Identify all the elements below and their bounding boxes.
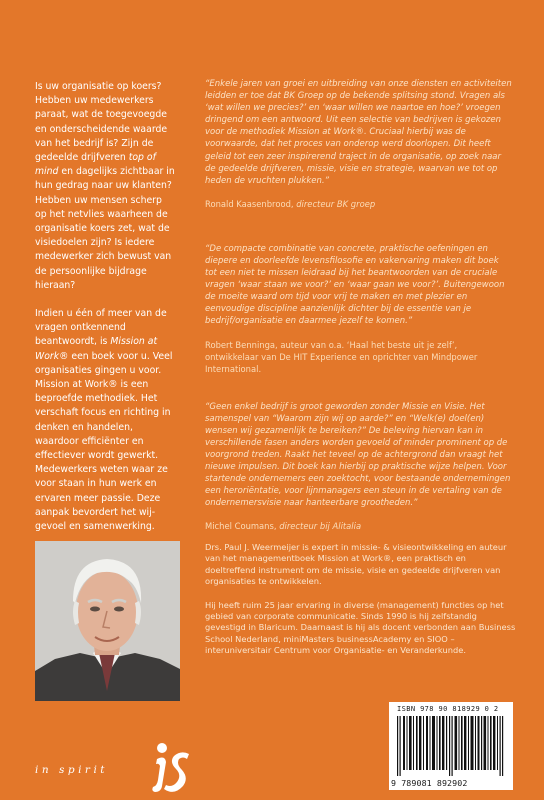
testimonial-kaasenbrood: [205, 78, 513, 210]
isbn-label: ISBN 978 90 818929 0 2: [397, 705, 499, 713]
quote-author: Michel Coumans, directeur bij Alitalia: [205, 521, 362, 532]
quote-author: Robert Benninga, auteur van o.a. ‘Haal het beste uit je zelf’, ontwikkelaar van De HIT Experience en oprichter van Mindpower International.: [205, 339, 478, 374]
quote-text: “Enkele jaren van groei en uitbreiding van onze diensten en activiteiten leidden er toe dat BK Groep op de bekende splitsing stond. Vragen als ‘wat willen we precies?’ en ‘waar willen we naartoe en hoe?’ vroegen dringend om een antwoord. Uit een selectie van bedrijven is gekozen voor de methodiek Mission at Work®. Cruciaal hierbij was de voorwaarde, dat het proces van onderop werd doorlopen. Dit heeft geleid tot een zeer inspirerend traject in de organisatie, op zoek naar de gedeelde drijfveren, missie, visie en strategie, waarvan we tot op heden de vruchten plukken.”: [205, 79, 512, 186]
testimonials: [205, 78, 513, 532]
author-photo: [35, 541, 180, 701]
testimonial-benninga: [205, 243, 513, 375]
isbn-digits: 9 789081 892902: [391, 778, 468, 788]
blurb-paragraph-questions: Is uw organisatie op koers? Hebben uw medewerkers paraat, wat de toegevoegde en onderscheidende waarde van het bedrijf is? Zijn de gedeelde drijfveren top of mind en dagelijks zichtbaar in hun gedrag naar uw klanten? Hebben uw mensen scherp op het netvlies waarheen de organisatie koers zet, wat de visiedoelen zijn? Is iedere medewerker zich bewust van de persoonlijke bijdrage hieraan?: [35, 81, 175, 291]
testimonial-coumans: [205, 401, 513, 533]
author-portrait-illustration: [35, 541, 180, 701]
blurb-paragraph-method: Indien u één of meer van de vragen ontkennend beantwoordt, is Mission at Work® een boek voor u. Veel organisaties gingen u voor. Mission at Work® is een beproefde methodiek. Het verschaft focus en richting in denken en handelen, waardoor efficiënter en effectiever wordt gewerkt. Medewerkers weten waar ze voor staan in hun werk en ervaren meer passie. Deze aanpak bevordert het wij-gevoel en samenwerking.: [35, 308, 173, 533]
publisher-logo: [35, 750, 195, 800]
author-bio-paragraph: Drs. Paul J. Weermeijer is expert in missie- & visieontwikkeling en auteur van het managementboek Mission at Work®, een praktisch en doeltreffend instrument om de missie, visie en gedeelde drijfveren van organisaties te ontwikkelen.: [205, 542, 507, 587]
author-bio: [205, 542, 517, 669]
quote-text: “Geen enkel bedrijf is groot geworden zonder Missie en Visie. Het samenspel van “Waarom zijn wij op aarde?” en “Welk(e) doel(en) wensen wij gezamenlijk te bereiken?” De beleving hiervan kan in verschillende fasen anders worden gevoeld of minder prominent op de voorgrond treden. Raakt het teveel op de achtergrond dan vraagt het nieuwe impulsen. Dit boek kan hierbij op praktische wijze helpen. Voor startende ondernemers een zoektocht, voor bestaande ondernemingen een heroriëntatie, voor lijnmanagers een steun in de vertaling van de ondernemersvisie naar hanteerbare grootheden.”: [205, 401, 511, 509]
barcode-icon: [395, 716, 507, 776]
quote-text: “De compacte combinatie van concrete, praktische oefeningen en diepere en doorleefde levensfilosofie en vakervaring maken dit boek tot een niet te missen leidraad bij het beantwoorden van de cruciale vragen ‘waar staan we voor?’ en ‘waar gaan we voor?’. Buitengewoon de moeite waard om tijd voor vrij te maken en met plezier en eenvoudige discipline aanzienlijk dichter bij de essentie van je bedrijf/organisatie en daarmee jezelf te komen.”: [205, 243, 505, 327]
quote-author: Ronald Kaasenbrood, directeur BK groep: [205, 198, 376, 209]
publisher-logo-text: in spirit: [35, 764, 109, 776]
publisher-is-mark-icon: [149, 742, 193, 794]
isbn-barcode-block: [389, 702, 513, 790]
author-bio-paragraph: Hij heeft ruim 25 jaar ervaring in diverse (management) functies op het gebied van corporate communicatie. Sinds 1990 is hij zelfstandig gevestigd in Blaricum. Daarnaast is hij als docent verbonden aan Business School Nederland, miniMasters businessAcademy en SIOO – interuniversitair Centrum voor Organisatie- en Veranderkunde.: [205, 599, 516, 656]
